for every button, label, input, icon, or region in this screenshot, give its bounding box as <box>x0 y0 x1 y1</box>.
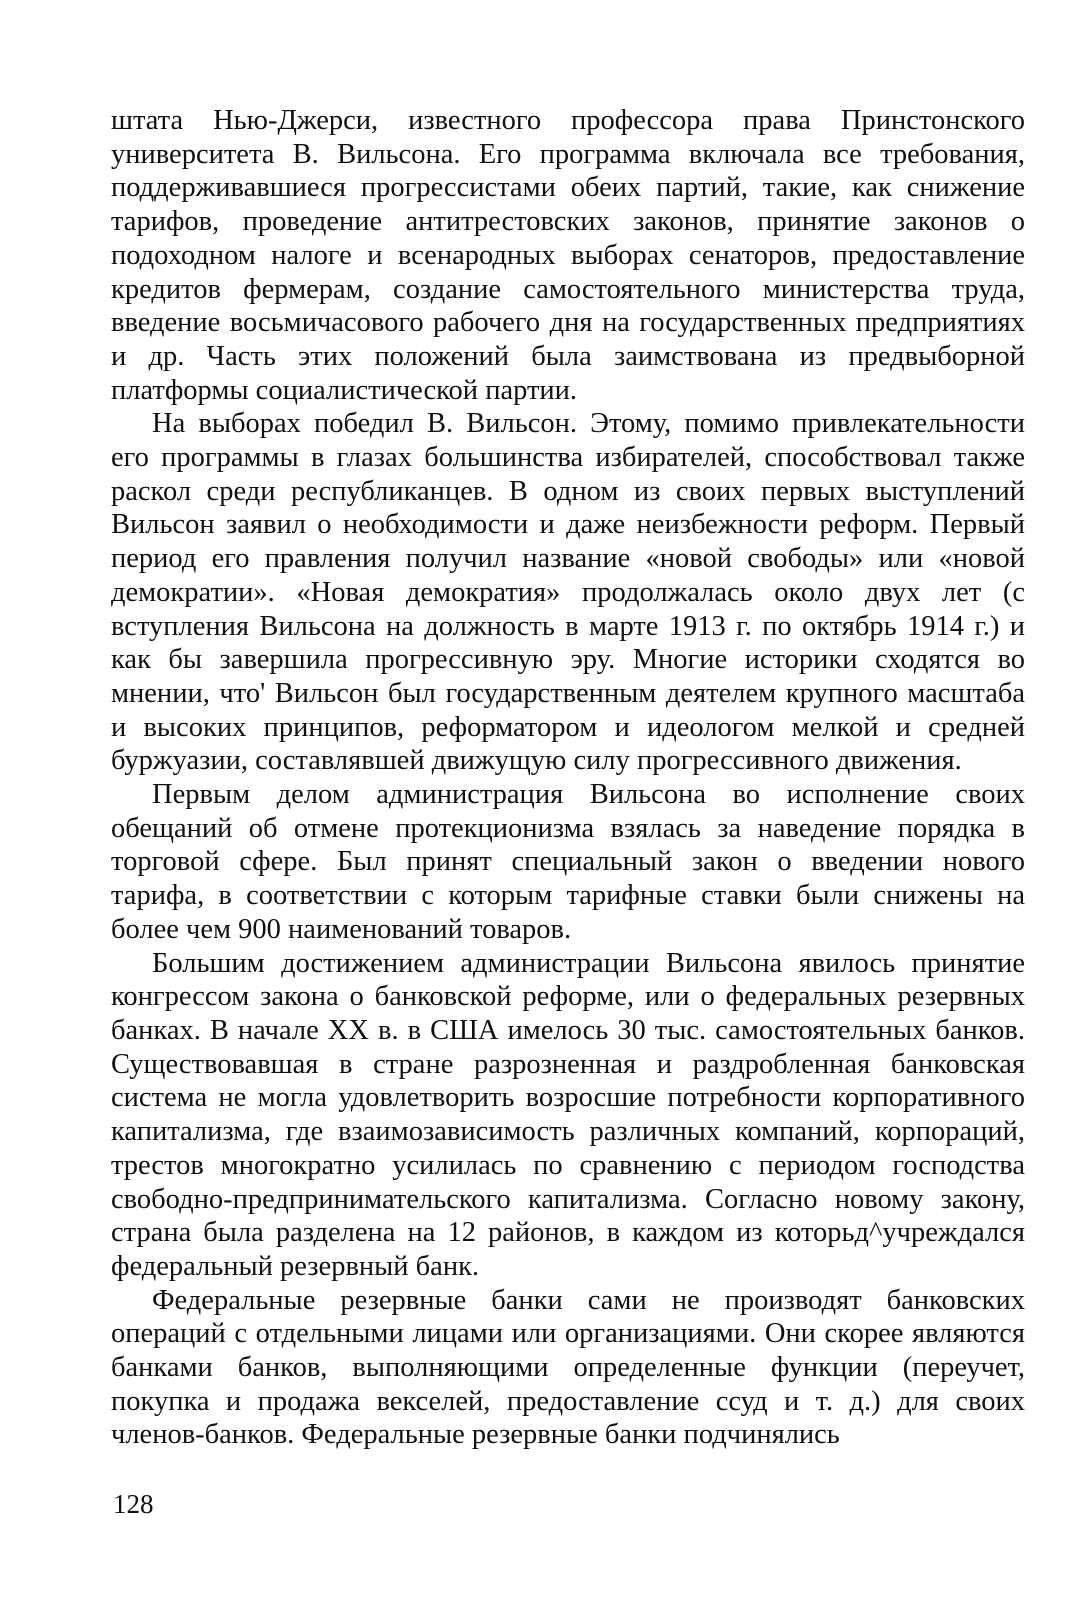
paragraph-2: На выборах победил В. Вильсон. Этому, помимо привлекательности его программы в глазах большинства избирателей, способствовал также раскол среди республиканцев. В одном из своих первых выступлений Вильсон заявил о необходимости и даже неизбежности реформ. Первый период его правления получил название «новой свободы» или «новой демократии». «Новая демократия» продолжалась около двух лет (с вступления Вильсона на должность в марте 1913 г. по октябрь 1914 г.) и как бы завершила прогрессивную эру. Многие историки сходятся во мнении, что' Вильсон был государственным деятелем крупного масштаба и высоких принципов, реформатором и идеологом мелкой и средней буржуазии, составлявшей движущую силу прогрессивного движения. <box>111 408 1025 777</box>
page-number: 128 <box>113 1489 154 1519</box>
page-body <box>111 104 1025 1452</box>
paragraph-3: Первым делом администрация Вильсона во исполнение своих обещаний об отмене протекционизма взялась за наведение порядка в торговой сфере. Был принят специальный закон о введении нового тарифа, в соответствии с которым тарифные ставки были снижены на более чем 900 наименований товаров. <box>111 779 1025 945</box>
paragraph-1: штата Нью-Джерси, известного профессора права Принстонского университета В. Вильсона. Его программа включала все требования, поддерживавшиеся прогрессистами обеих партий, такие, как снижение тарифов, проведение антитрестовских законов, принятие законов о подоходном налоге и всенародных выборах сенаторов, предоставление кредитов фермерам, создание самостоятельного министерства труда, введение восьмичасового рабочего дня на государственных предприятиях и др. Часть этих положений была заимствована из предвыборной платформы социалистической партии. <box>111 105 1025 406</box>
paragraph-5: Федеральные резервные банки сами не производят банковских операций с отдельными лицами или организациями. Они скорее являются банками банков, выполняющими определенные функции (переучет, покупка и продажа векселей, предоставление ссуд и т. д.) для своих членов-банков. Федеральные резервные банки подчинялись <box>111 1284 1025 1451</box>
paragraph-4: Большим достижением администрации Вильсона явилось принятие конгрессом закона о банковской реформе, или о федеральных резервных банках. В начале XX в. в США имелось 30 тыс. самостоятельных банков. Существовавшая в стране разрозненная и раздробленная банковская система не могла удовлетворить возросшие потребности корпоративного капитализма, где взаимозависимость различных компаний, корпораций, трестов многократно усилилась по сравнению с периодом господства свободно-предпринимательского капитализма. Согласно новому закону, страна была разделена на 12 районов, в каждом из которьд^учреждался федеральный резервный банк. <box>111 947 1025 1282</box>
